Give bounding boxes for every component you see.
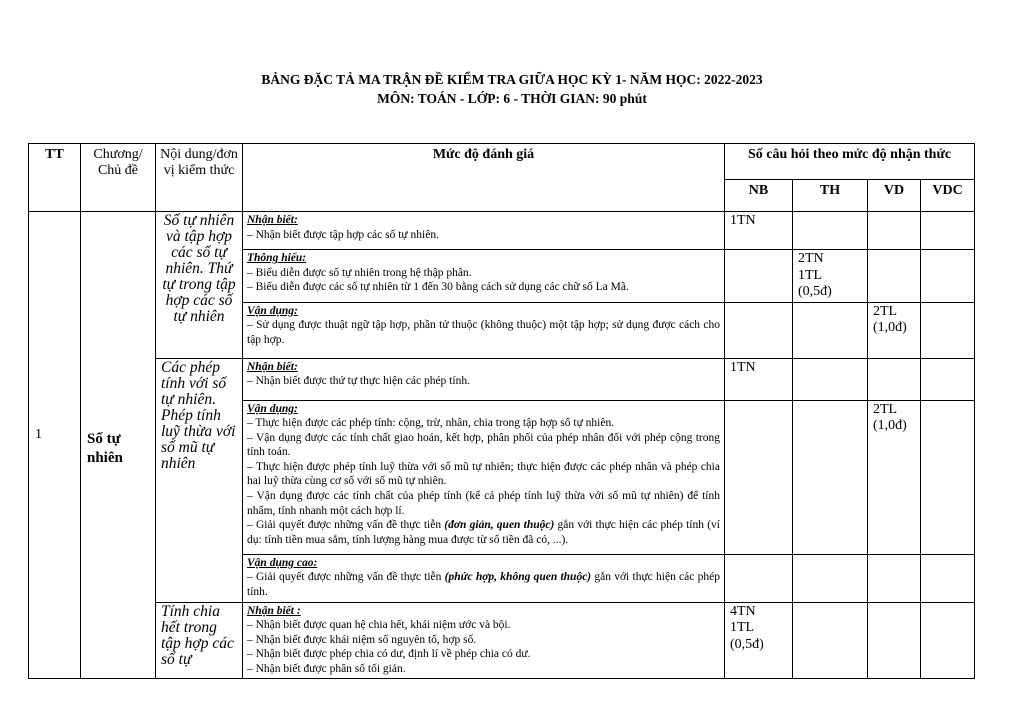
header-noi-dung: Nội dung/đơn vị kiểm thức bbox=[156, 144, 243, 212]
cell-muc-do-6 bbox=[243, 554, 725, 602]
cell-muc-do-1 bbox=[243, 212, 725, 250]
cell-noi-dung-2: Các phép tính với số tự nhiên. Phép tính luỹ thừa với số mũ tự nhiên bbox=[156, 358, 243, 602]
header-tt: TT bbox=[29, 144, 81, 212]
cell-noi-dung-1: Số tự nhiên và tập hợp các số tự nhiên. Thứ tự trong tập hợp các số tự nhiên bbox=[156, 212, 243, 359]
cell-noi-dung-3: Tính chia hết trong tập hợp các số tự bbox=[156, 602, 243, 678]
header-nb: NB bbox=[725, 180, 793, 212]
cell-muc-do-4 bbox=[243, 358, 725, 400]
level-label: Nhận biết: bbox=[247, 360, 298, 373]
criterion-line: – Vận dụng được các tính chất của phép tính (kể cả phép tính luỹ thừa với số mũ tự nhiên) để tính nhẩm, tính nhanh một cách hợp lí. bbox=[247, 490, 720, 517]
cell-nb-4: 1TN bbox=[725, 358, 793, 400]
cell-vd-5: 2TL (1,0đ) bbox=[868, 400, 921, 554]
criterion-line: – Thực hiện được phép tính luỹ thừa với số mũ tự nhiên; thực hiện được các phép nhân và phép chia hai luỹ thừa cùng cơ số với số mũ tự nhiên. bbox=[247, 460, 720, 488]
cell-tt: 1 bbox=[29, 212, 81, 679]
cell-muc-do-7 bbox=[243, 602, 725, 678]
criterion-line: – Vận dụng được các tính chất giao hoán, kết hợp, phân phối của phép nhân đối với phép cộng trong tính toán. bbox=[247, 431, 720, 459]
document-title bbox=[0, 70, 1024, 108]
level-label: Vận dụng: bbox=[247, 402, 298, 415]
level-label: Nhận biết : bbox=[247, 604, 301, 617]
criterion-line: – Giải quyết được những vấn đề thực tiễn (phức hợp, không quen thuộc) gắn với thực hiện các phép tính. bbox=[247, 571, 720, 598]
cell-muc-do-3 bbox=[243, 302, 725, 358]
header-vd: VD bbox=[868, 180, 921, 212]
title-line-1: BẢNG ĐẶC TẢ MA TRẬN ĐỀ KIỂM TRA GIỮA HỌC KỲ 1- NĂM HỌC: 2022-2023 bbox=[261, 72, 763, 87]
cell-chuong: Số tự nhiên bbox=[81, 212, 156, 679]
criterion-line: – Nhận biết được quan hệ chia hết, khái niệm ước và bội. bbox=[247, 619, 511, 632]
header-so-cau: Số câu hỏi theo mức độ nhận thức bbox=[725, 144, 975, 180]
criterion-line: – Nhận biết được tập hợp các số tự nhiên. bbox=[247, 228, 439, 241]
cell-vd-3: 2TL (1,0đ) bbox=[868, 302, 921, 358]
criterion-line: – Nhận biết được phân số tối giản. bbox=[247, 662, 406, 675]
level-label: Vận dụng: bbox=[247, 304, 298, 317]
cell-muc-do-2 bbox=[243, 250, 725, 303]
criterion-line: – Nhận biết được phép chia có dư, định lí về phép chia có dư. bbox=[247, 648, 531, 661]
criterion-line: – Biểu diễn được các số tự nhiên từ 1 đến 30 bằng cách sử dụng các chữ số La Mã. bbox=[247, 281, 629, 294]
cell-th-2: 2TN 1TL (0,5đ) bbox=[793, 250, 868, 303]
level-label: Thông hiểu: bbox=[247, 252, 307, 264]
criterion-line: – Nhận biết được khái niệm số nguyên tố, hợp số. bbox=[247, 633, 477, 646]
cell-nb-1: 1TN bbox=[725, 212, 793, 250]
level-label: Nhận biết: bbox=[247, 214, 298, 226]
header-vdc: VDC bbox=[921, 180, 975, 212]
specification-table bbox=[28, 143, 975, 679]
cell-nb-7: 4TN 1TL (0,5đ) bbox=[725, 602, 793, 678]
header-muc-do: Mức độ đánh giá bbox=[243, 144, 725, 212]
title-line-2: MÔN: TOÁN - LỚP: 6 - THỜI GIAN: 90 phút bbox=[377, 91, 647, 106]
header-th: TH bbox=[793, 180, 868, 212]
criterion-line: – Biểu diễn được số tự nhiên trong hệ thập phân. bbox=[247, 266, 472, 279]
criterion-line: – Nhận biết được thứ tự thực hiện các phép tính. bbox=[247, 375, 470, 388]
header-chuong: Chương/ Chủ đề bbox=[81, 144, 156, 212]
level-label: Vận dụng cao: bbox=[247, 556, 318, 569]
criterion-line: – Giải quyết được những vấn đề thực tiễn (đơn giản, quen thuộc) gắn với thực hiện các phép tính (ví dụ: tính tiền mua sắm, tính lượng hàng mua được từ số tiền đã có, ...). bbox=[247, 519, 720, 546]
criterion-line: – Thực hiện được các phép tính: cộng, trừ, nhân, chia trong tập hợp số tự nhiên. bbox=[247, 417, 615, 430]
cell-muc-do-5 bbox=[243, 400, 725, 554]
criterion-line: – Sử dụng được thuật ngữ tập hợp, phần tử thuộc (không thuộc) một tập hợp; sử dụng được cách cho tập hợp. bbox=[247, 319, 720, 346]
